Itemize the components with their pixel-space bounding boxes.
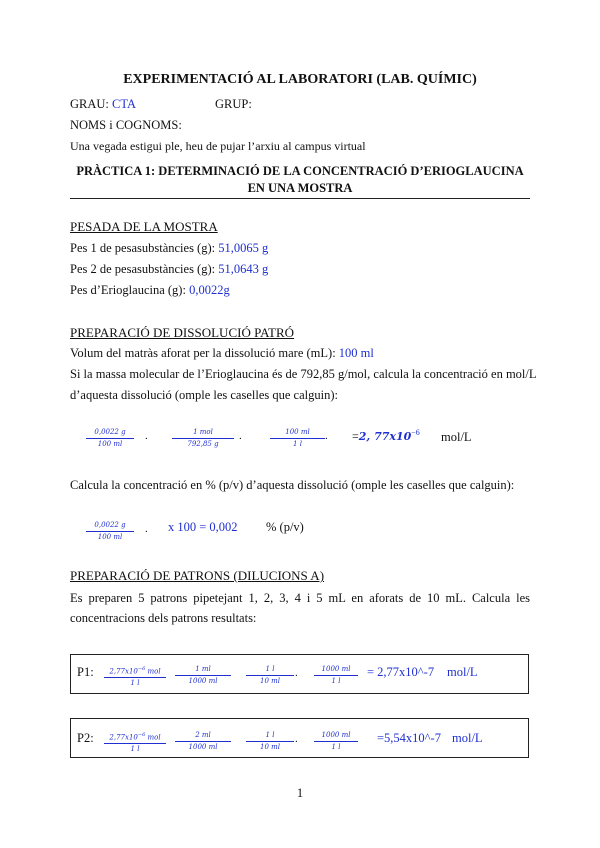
multiply-dot: . — [239, 430, 242, 442]
fraction-percent-mass-volume[interactable] — [86, 521, 134, 542]
fraction-numerator: 2 ml — [195, 731, 211, 739]
fraction-volume-conversion[interactable] — [270, 428, 325, 449]
volum-label: Volum del matràs aforat per la dissolució mare (mL): — [70, 346, 336, 360]
fraction-bar — [86, 531, 134, 532]
multiply-dot: . — [145, 430, 148, 442]
percent-instructions: Calcula la concentració en % (p/v) d’aquesta dissolució (omple les caselles que calguin): — [70, 478, 515, 492]
numerator-unit: mol — [147, 733, 161, 742]
fraction-denominator: 100 ml — [97, 440, 123, 448]
fraction-bar — [246, 741, 294, 742]
patrons-instructions: Es preparen 5 patrons pipetejant 1, 2, 3, 4 i 5 mL en aforats de 10 mL. Calcula les concentracions dels patrons resultats: — [70, 591, 530, 625]
pes3-label: Pes d’Erioglaucina (g): — [70, 283, 186, 297]
fraction-denominator: 1000 ml — [188, 743, 218, 751]
fraction-bar — [172, 438, 234, 439]
fraction-numerator: 1 l — [265, 731, 275, 739]
equals-sign: = — [352, 429, 359, 443]
fraction-concentration[interactable] — [104, 731, 166, 754]
molar-exponent: −6 — [411, 428, 420, 437]
page-number: 1 — [296, 786, 304, 800]
fraction-flask[interactable] — [246, 665, 294, 686]
fraction-denominator: 1 l — [130, 745, 140, 754]
numerator-exponent: −6 — [137, 666, 146, 672]
patro-label: P2: — [77, 731, 94, 745]
numerator-exponent: −6 — [137, 732, 146, 738]
fraction-bar — [246, 675, 294, 676]
patro-p2-box — [70, 718, 529, 758]
fraction-denominator: 10 ml — [259, 743, 280, 751]
fraction-unit-conversion[interactable] — [314, 665, 358, 686]
molar-instructions-line2: d’aquesta dissolució (omple les caselles que calguin): — [70, 388, 338, 402]
fraction-aliquot[interactable] — [175, 731, 231, 752]
fraction-denominator: 1 l — [331, 743, 341, 751]
pes2-row — [70, 262, 268, 277]
fraction-unit-conversion[interactable] — [314, 731, 358, 752]
grau-label: GRAU: — [70, 97, 109, 111]
fraction-denominator: 1 l — [293, 440, 302, 448]
molar-unit: mol/L — [441, 430, 472, 444]
numerator-base: 2,77x10 — [109, 733, 138, 742]
molar-result[interactable] — [352, 428, 420, 444]
multiply-dot: . — [295, 733, 298, 745]
fraction-bar — [104, 677, 166, 678]
multiply-dot: . — [145, 523, 148, 535]
patro-unit: mol/L — [447, 665, 478, 679]
pes1-row — [70, 241, 268, 256]
pes2-label: Pes 2 de pesasubstàncies (g): — [70, 262, 216, 276]
fraction-numerator — [104, 665, 166, 676]
patro-result[interactable]: = 2,77x10^-7 — [367, 665, 435, 679]
fraction-bar — [314, 675, 358, 676]
fraction-bar — [175, 741, 231, 742]
patro-result[interactable]: =5,54x10^-7 — [377, 731, 441, 745]
fraction-bar — [270, 438, 325, 439]
grau-value[interactable]: CTA — [112, 97, 137, 111]
fraction-denominator: 100 ml — [97, 533, 123, 541]
fraction-bar — [104, 743, 166, 744]
fraction-numerator: 1 mol — [193, 428, 213, 436]
grau-field — [70, 97, 136, 112]
fraction-numerator: 1000 ml — [321, 665, 351, 673]
fraction-bar — [175, 675, 231, 676]
fraction-concentration[interactable] — [104, 665, 166, 688]
patro-unit: mol/L — [452, 731, 483, 745]
title-divider — [70, 198, 530, 199]
fraction-denominator: 1 l — [130, 679, 140, 688]
fraction-denominator: 1 l — [331, 677, 341, 685]
numerator-unit: mol — [147, 667, 161, 676]
patro-heading: PREPARACIÓ DE DISSOLUCIÓ PATRÓ — [70, 325, 295, 340]
fraction-numerator: 1 ml — [195, 665, 211, 673]
percent-result[interactable]: x 100 = 0,002 — [168, 520, 238, 534]
percent-unit: % (p/v) — [266, 520, 304, 534]
fraction-molar-mass[interactable] — [172, 428, 234, 449]
multiply-dot: . — [295, 667, 298, 679]
fraction-bar — [86, 438, 134, 439]
document-title: EXPERIMENTACIÓ AL LABORATORI (LAB. QUÍMIC) — [123, 72, 477, 87]
fraction-numerator: 1 l — [265, 665, 275, 673]
fraction-aliquot[interactable] — [175, 665, 231, 686]
fraction-numerator: 0,0022 g — [94, 521, 126, 529]
fraction-numerator — [104, 731, 166, 742]
multiply-dot: . — [325, 430, 328, 442]
volum-row — [70, 346, 374, 361]
fraction-bar — [314, 741, 358, 742]
practice-title-line1: PRÀCTICA 1: DETERMINACIÓ DE LA CONCENTRACIÓ D’ERIOGLAUCINA — [76, 164, 524, 178]
fraction-denominator: 792,85 g — [187, 440, 219, 448]
patro-label: P1: — [77, 665, 94, 679]
numerator-base: 2,77x10 — [109, 667, 138, 676]
patro-p1-box — [70, 654, 529, 694]
molar-instructions-line1: Si la massa molecular de l’Erioglaucina és de 792,85 g/mol, calcula la concentració en mol/L — [70, 367, 537, 381]
fraction-flask[interactable] — [246, 731, 294, 752]
fraction-numerator: 1000 ml — [321, 731, 351, 739]
fraction-numerator: 0,0022 g — [94, 428, 126, 436]
pesada-heading: PESADA DE LA MOSTRA — [70, 219, 218, 234]
pes3-row — [70, 283, 230, 298]
fraction-mass-volume[interactable] — [86, 428, 134, 449]
volum-value[interactable]: 100 ml — [338, 346, 374, 360]
upload-instructions: Una vegada estigui ple, heu de pujar l’arxiu al campus virtual — [70, 139, 366, 153]
pes1-value[interactable]: 51,0065 g — [218, 241, 269, 255]
pes3-value[interactable]: 0,0022g — [189, 283, 230, 297]
practice-title-line2: EN UNA MOSTRA — [247, 181, 353, 195]
molar-value: 2, 77x10 — [358, 430, 412, 443]
patrons-heading: PREPARACIÓ DE PATRONS (DILUCIONS A) — [70, 568, 325, 583]
fraction-denominator: 1000 ml — [188, 677, 218, 685]
grup-label: GRUP: — [215, 97, 252, 111]
fraction-numerator: 100 ml — [285, 428, 310, 436]
noms-label: NOMS i COGNOMS: — [70, 118, 182, 132]
pes2-value[interactable]: 51,0643 g — [218, 262, 269, 276]
pes1-label: Pes 1 de pesasubstàncies (g): — [70, 241, 216, 255]
fraction-denominator: 10 ml — [259, 677, 280, 685]
